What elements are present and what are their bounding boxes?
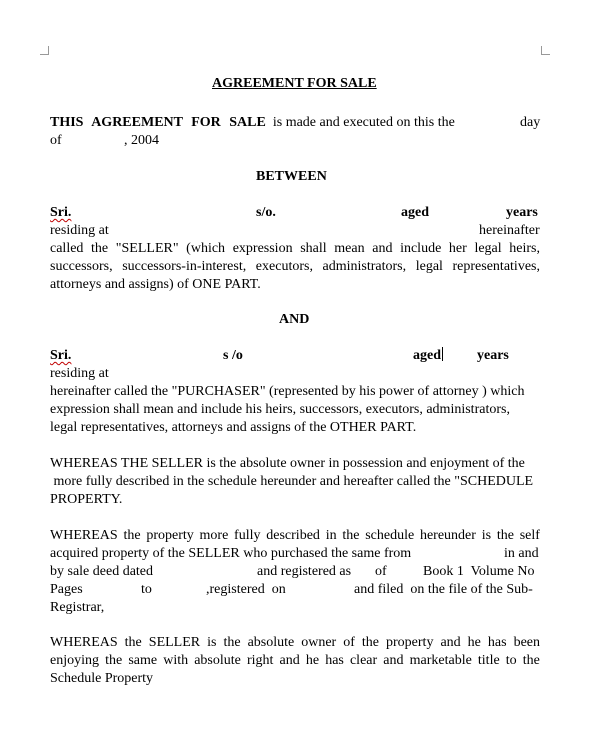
word: representatives,: [452, 259, 540, 274]
whereas2-line4b: to: [141, 582, 152, 597]
party2-line3: hereinafter called the "PURCHASER" (represented by his power of attorney ) which: [50, 384, 525, 399]
word: marketable: [409, 653, 472, 668]
word: the: [496, 528, 514, 543]
word: (which: [186, 241, 226, 256]
whereas3-line3: Schedule Property: [50, 671, 154, 686]
word: and: [440, 635, 461, 650]
party2-aged: [413, 347, 443, 365]
whereas2-line3d: Book 1 Volume No: [423, 564, 535, 579]
word: legal: [415, 259, 443, 274]
word: the: [123, 528, 141, 543]
party2-residing: residing at: [50, 366, 109, 381]
word: clear: [349, 653, 378, 668]
word: more: [199, 528, 229, 543]
word: he: [467, 635, 481, 650]
word: absolute: [247, 635, 295, 650]
word: property: [146, 528, 194, 543]
word: right: [246, 653, 274, 668]
whereas1-line2: more fully described in the schedule hereunder and hereafter called the "SCHEDULE: [50, 474, 534, 489]
word: self: [519, 528, 540, 543]
whereas1-line1: WHEREAS THE SELLER is the absolute owner in possession and enjoyment of the: [50, 456, 525, 471]
party2-years: years: [477, 348, 509, 363]
word: the: [105, 653, 123, 668]
word: described: [266, 528, 320, 543]
between-heading: BETWEEN: [256, 169, 327, 184]
party1-hereinafter: hereinafter: [479, 223, 540, 238]
whereas2-line1: [50, 527, 540, 545]
party1-sri-text: Sri.: [50, 205, 72, 220]
word: with: [163, 653, 189, 668]
party1-line3: [50, 240, 540, 258]
word: mean: [334, 241, 365, 256]
word: heirs,: [509, 241, 540, 256]
word: absolute: [194, 653, 241, 668]
intro-line: [50, 114, 455, 132]
whereas1-line3: PROPERTY.: [50, 492, 123, 507]
party1-line4: [50, 258, 540, 276]
word: same: [128, 653, 158, 668]
word: been: [513, 635, 540, 650]
word: the: [342, 528, 360, 543]
intro-day: day: [520, 115, 541, 130]
party2-aged-text: aged: [413, 348, 441, 363]
word: shall: [300, 241, 327, 256]
word: enjoying: [50, 653, 99, 668]
word: title: [477, 653, 500, 668]
party1-residing: residing at: [50, 223, 109, 238]
word: legal: [474, 241, 502, 256]
whereas2-line2b: in and: [504, 546, 539, 561]
party2-sri-text: Sri.: [50, 348, 72, 363]
party2-line4: expression shall mean and include his heirs, successors, executors, administrators,: [50, 402, 510, 417]
whereas2-line3c: of: [375, 564, 387, 579]
party1-years: years: [506, 205, 538, 220]
party2-so: s /o: [223, 348, 243, 363]
word: executors,: [255, 259, 313, 274]
word: and: [372, 241, 393, 256]
whereas2-line5: Registrar,: [50, 600, 105, 615]
party2-sri: [50, 347, 71, 365]
and-heading: AND: [279, 312, 310, 327]
word: include: [400, 241, 442, 256]
margin-corner-mark: [541, 46, 550, 55]
intro-bold: THIS AGREEMENT FOR SALE: [50, 115, 266, 130]
intro-of: of: [50, 133, 62, 148]
word: fully: [234, 528, 261, 543]
whereas2-line4c: ,registered on: [206, 582, 286, 597]
whereas2-line3a: by sale deed dated: [50, 564, 154, 579]
word: the: [522, 653, 540, 668]
document-title: AGREEMENT FOR SALE: [212, 76, 377, 91]
word: in: [325, 528, 337, 543]
word: WHEREAS: [50, 635, 118, 650]
word: and: [383, 653, 404, 668]
word: WHEREAS: [50, 528, 118, 543]
party1-aged: aged: [401, 205, 429, 220]
word: the: [91, 241, 109, 256]
word: successors,: [50, 259, 113, 274]
word: schedule: [365, 528, 415, 543]
word: is: [481, 528, 492, 543]
whereas2-line2a: acquired property of the SELLER who purchased the same from: [50, 546, 412, 561]
whereas2-line4a: Pages: [50, 582, 83, 597]
text-cursor: [442, 347, 443, 361]
word: owner: [301, 635, 337, 650]
margin-corner-mark: [40, 46, 49, 55]
word: property: [386, 635, 434, 650]
word: to: [505, 653, 517, 668]
word: expression: [232, 241, 293, 256]
party1-line5: attorneys and assigns) of ONE PART.: [50, 277, 261, 292]
word: is: [207, 635, 217, 650]
word: called: [50, 241, 84, 256]
word: the: [223, 635, 241, 650]
word: hereunder: [419, 528, 476, 543]
word: successors-in-interest,: [122, 259, 247, 274]
word: has: [487, 635, 507, 650]
word: administrators,: [322, 259, 407, 274]
word: has: [325, 653, 344, 668]
word: the: [361, 635, 380, 650]
word: the: [124, 635, 142, 650]
word: he: [305, 653, 320, 668]
whereas2-line4d: and filed on the file of the Sub-: [354, 582, 533, 597]
whereas3-line2: [50, 652, 540, 670]
whereas2-line3b: and registered as: [257, 564, 352, 579]
word: her: [448, 241, 467, 256]
whereas3-line1: [50, 634, 540, 652]
word: of: [343, 635, 355, 650]
word: and: [279, 653, 300, 668]
intro-year: , 2004: [124, 133, 159, 148]
party1-so: s/o.: [256, 205, 276, 220]
party2-line5: legal representatives, attorneys and assigns of the OTHER PART.: [50, 420, 417, 435]
party1-sri: [50, 204, 71, 222]
intro-text: is made and executed on this the: [272, 115, 455, 130]
word: SELLER: [148, 635, 201, 650]
word: "SELLER": [115, 241, 179, 256]
